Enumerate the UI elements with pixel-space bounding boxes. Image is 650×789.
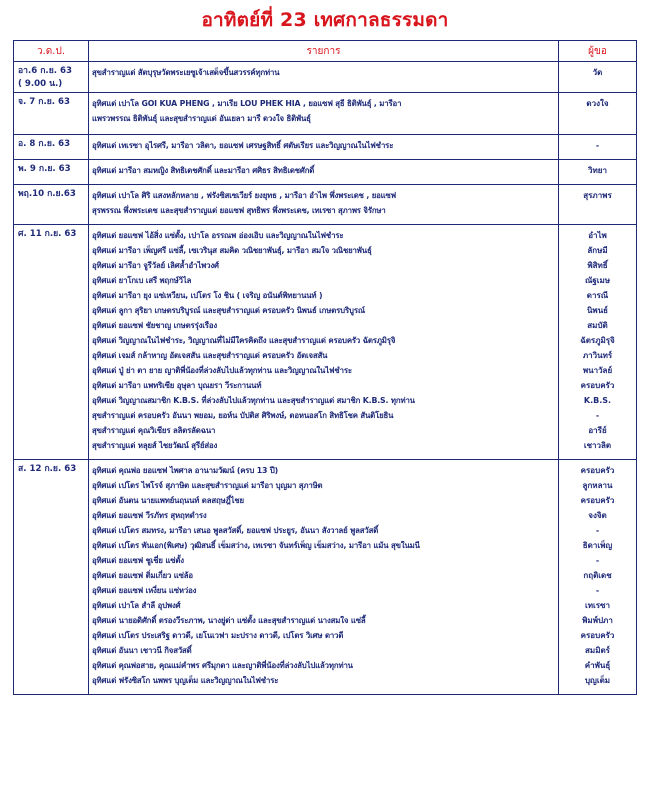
intention-line: สุขสำราญแด่ คุณวิเชียร ลลิตรลัดฉนา [92,426,216,435]
donor-name: สมบัติ [587,321,608,330]
donor-name: ลูกหลาน [582,481,613,490]
table-row [14,225,637,460]
donor-name: ภาวินทร์ [582,351,613,360]
intention-line: อุทิศแด่ วิญญาณในไฟชำระ, วิญญาณที่ไม่มีใครคิดถึง และสุขสำราญแด่ ครอบครัว ฉัตรภูมิรุจิ [92,336,396,345]
intention-line: อุทิศแด่ มารีอา เพ็ญศรี แซ่ลี้, เซเวรินุส สมคิด วณิชยาพันธุ์, มารีอา สมใจ วณิชยาพันธุ์ [92,246,372,255]
row-donors [559,460,637,695]
table-row [14,93,637,135]
header-donor: ผู้ขอ [559,41,637,62]
intention-line: อุทิศแด่ ยอแซฟ ชูเชี่ย แซ่ตั้ง [92,556,184,565]
donor-name: วัด [592,68,603,77]
row-details [89,185,559,225]
intention-line: สุขสำราญแด่ สัตบุรุษวัดพระเยซูเจ้าเสด็จขึ้นสวรรค์ทุกท่าน [92,68,280,77]
donor-name: ธิดาเพ็ญ [582,541,613,550]
intention-line: อุทิศแด่ ยอแซฟ ไอ้สิ่ง แซ่ตั้ง, เปาโล อรรณพ อ่องเอิบ และวิญญาณในไฟชำระ [92,231,344,240]
intention-line: สุขสำราญแด่ หลุยส์ ไชยวัฒน์ สุรีย์ส่อง [92,441,218,450]
intention-line: อุทิศแด่ คุณพ่อสาย, คุณแม่คำพร ศรีมุกดา และญาติพี่น้องที่ล่วงลับไปแล้วทุกท่าน [92,661,353,670]
page-title: อาทิตย์ที่ 23 เทศกาลธรรมดา [201,9,449,31]
row-date: พฤ.10 ก.ย.63 [14,185,89,225]
header-details: รายการ [89,41,559,62]
header-date: ว.ด.ป. [14,41,89,62]
donor-name: บุญเต็ม [584,676,611,685]
donor-name: สมมิตร์ [585,646,610,655]
table-row [14,62,637,93]
intention-line: อุทิศแด่ ยอแซฟ ชัยชาญ เกษตรรุ่งเรือง [92,321,218,330]
donor-name: พิมพ์ปภา [582,616,613,625]
intention-line: อุทิศแด่ เปโตร พันเอก(พิเศษ) วุฒิสนธิ์ เข็มสว่าง, เทเรซา จันทร์เพ็ญ เข็มสว่าง, มารีอา แม้น สุขในมนี [92,541,420,550]
intention-line: อุทิศแด่ ปู่ ย่า ตา ยาย ญาติพี่น้องที่ล่วงลับไปแล้วทุกท่าน และวิญญาณในไฟชำระ [92,366,352,375]
intention-line: อุทิศแด่ ลูกา สุริยา เกษตรบริบูรณ์ และสุขสำราญแด่ ครอบครัว นิพนธ์ เกษตรบริบูรณ์ [92,306,365,315]
intention-line: สุขสำราญแด่ ครอบครัว อันนา พยอม, ยอห์น บัปติส ศิริพงษ์, ตอหนอสโก สิทธิโชค สันติโยธิน [92,411,394,420]
row-donors [559,135,637,160]
donor-name: กฤติเดช [583,571,612,580]
intention-line: อุทิศแด่ ฟรังซิสโก นพพร บุญเต็ม และวิญญาณในไฟชำระ [92,676,279,685]
intention-line: อุทิศแด่ เจมส์ กล้าหาญ อัตเจสสัน และสุขสำราญแด่ ครอบครัว อัตเจสสัน [92,351,328,360]
donor-name: - [595,556,600,565]
row-details [89,62,559,93]
donor-name: ครอบครัว [580,381,615,390]
intention-line: อุทิศแด่ ยอแซฟ ติ่มเกี่ยว แซ่ล้อ [92,571,193,580]
row-details [89,460,559,695]
row-donors [559,93,637,135]
intention-line: อุทิศแด่ เปาโล สำลี อุปพงศ์ [92,601,181,610]
intention-line: อุทิศแด่ นายอดิศักดิ์ ตรองวีระภาพ, นางยู่ต่า แซ่ตั้ง และสุขสำราญแด่ นางสมใจ แซ่ลี้ [92,616,366,625]
row-date: พ. 9 ก.ย. 63 [14,160,89,185]
row-date: จ. 7 ก.ย. 63 [14,93,89,135]
intention-line: อุทิศแด่ ยาโกเบ เสรี พฤกษ์วิไล [92,276,192,285]
intention-line: อุทิศแด่ เปาโล GOI KUA PHENG , มาเรีย LOU PHEK HIA , ยอแซฟ สุธี ธิติพันธุ์ , มารีอา [92,99,402,108]
donor-name: อำไพ [588,231,607,240]
row-details [89,93,559,135]
table-row [14,160,637,185]
intention-line: อุทิศแด่ มารีอา ยุง แซ่เหวียน, เปโตร โง ชิน ( เจริญ อนันต์พิทยานนท์ ) [92,291,323,300]
donor-name: - [595,586,600,595]
donor-name: - [595,411,600,420]
row-donors [559,160,637,185]
donor-name: สุรภาพร [583,191,612,200]
intention-line: แพรวพรรณ ธิติพันธุ์ และสุขสำราญแด่ อันเยลา มารี ดวงใจ ธิติพันธุ์ [92,114,311,123]
table-row [14,135,637,160]
donor-name: ฉัตรภูมิรุจิ [580,336,615,345]
intention-line: อุทิศแด่ เปโตร ประเสริฐ ดาวดี, เยโนเวฟา มะปราง ดาวดี, เปโตร วิเศษ ดาวดี [92,631,344,640]
intention-line: อุทิศแด่ วิญญาณสมาชิก K.B.S. ที่ล่วงลับไปแล้วทุกท่าน และสุขสำราญแด่ สมาชิก K.B.S. ทุกท่าน [92,396,415,405]
intention-line: อุทิศแด่ อันนา เชาวนี กิจสวัสดิ์ [92,646,192,655]
donor-name: ครอบครัว [580,466,615,475]
intention-line: สุรพรรณ พึ่งพระเดช และสุขสำราญแด่ ยอแซฟ สุทธิพร พึ่งพระเดช, เทเรซา สุภาพร จิรักษา [92,206,386,215]
donor-name: พิสิทธิ์ [587,261,608,270]
donor-name: ครอบครัว [580,631,615,640]
donor-name: ครอบครัว [580,496,615,505]
table-body [14,62,637,695]
intention-line: อุทิศแด่ เปโตร สมทรง, มารีอา เสนอ พูลสวัสดิ์, ยอแซฟ ประยูร, อันนา สังวาลย์ พูลสวัสดิ์ [92,526,379,535]
row-details [89,225,559,460]
row-donors [559,225,637,460]
donor-name: ดวงใจ [586,99,609,108]
row-donors [559,185,637,225]
donor-name: อารีย์ [588,426,607,435]
row-donors [559,62,637,93]
row-date: อา.6 ก.ย. 63 ( 9.00 น.) [14,62,89,93]
donor-name: เชาวลิต [583,441,612,450]
donor-name: วิทยา [588,166,607,175]
intention-line: อุทิศแด่ มารีอา สมหญิง สิทธิเดชศักดิ์ และมารีอา ศศิธร สิทธิเดชศักดิ์ [92,166,315,175]
intention-line: อุทิศแด่ ยอแซฟ เหงี่ยน แซ่หว่อง [92,586,197,595]
donor-name: จงจิต [588,511,607,520]
donor-name: - [595,526,600,535]
donor-name: เทเรซา [585,601,610,610]
donor-name: นิพนธ์ [586,306,609,315]
table-header-row [14,41,637,62]
row-details [89,160,559,185]
intention-line: อุทิศแด่ มารีอา แพทริเซีย อุษุลา บุณยรา วีระกานนท์ [92,381,262,390]
intention-line: อุทิศแด่ ยอแซฟ วีรภัทร สุหฤทดำรง [92,511,207,520]
table-row [14,185,637,225]
intention-line: อุทิศแด่ อันตน นายแพทย์นฤนนท์ ดลสฤษฎิ์ไชย [92,496,244,505]
donor-name: ลักษมี [587,246,608,255]
donor-name: ณัฐเมษ [584,276,611,285]
donor-name: คำพันธุ์ [584,661,611,670]
donor-name: K.B.S. [583,396,612,405]
table-row [14,460,637,695]
row-date: ศ. 11 ก.ย. 63 [14,225,89,460]
row-date: อ. 8 ก.ย. 63 [14,135,89,160]
donor-name: - [595,141,600,150]
intention-table [13,40,637,695]
intention-line: อุทิศแด่ เปโตร ไพโรจ์ สุภาษิต และสุขสำราญแด่ มารีอา บุญมา สุภาษิต [92,481,323,490]
donor-name: พนาวัลย์ [582,366,613,375]
row-date: ส. 12 ก.ย. 63 [14,460,89,695]
intention-line: อุทิศแด่ มารีอา จูรีวัลย์ เลิศล้ำอำไพวงศ์ [92,261,219,270]
intention-line: อุทิศแด่ เทเรซา อุไรศรี, มารีอา วลิตา, ยอแซฟ เศรษฐสิทธิ์ ศตัษเรียร และวิญญาณในไฟชำระ [92,141,394,150]
intention-line: อุทิศแด่ เปาโล ศิริ แสงหลักหลาย , ฟรังซิสเซเวียร์ ยงยุทธ , มารีอา อำไพ พึ่งพระเดช , ยอแซฟ [92,191,397,200]
donor-name: ดารณี [586,291,609,300]
row-details [89,135,559,160]
intention-line: อุทิศแด่ คุณพ่อ ยอแซฟ ไพศาล อานามวัฒน์ (ครบ 13 ปี) [92,466,279,475]
